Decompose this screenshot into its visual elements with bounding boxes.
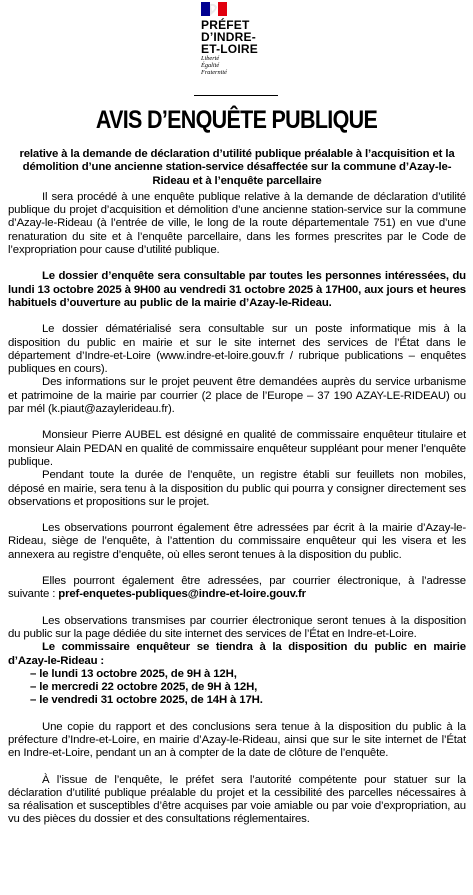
- motto-liberte: Liberté: [201, 55, 220, 62]
- logo-line-1: PRÉFET: [201, 18, 250, 32]
- paragraph-register: Pendant toute la durée de l’enquête, un registre établi sur feuillets non mobiles, déposé en mairie, sera tenu à la disposition du public qui pourra y consigner directement ses observations et propositions sur le projet.: [8, 469, 466, 508]
- paragraph-email-observations: Les observations transmises par courrier électronique seront tenues à la disposition du public sur la page dédiée du site internet des services de l’État en Indre-et-Loire.: [8, 614, 466, 640]
- paragraph-consultation-dates: Le dossier d’enquête sera consultable par toutes les personnes intéressées, du lundi 13 octobre 2025 à 9H00 au vendredi 31 octobre 2025 à 17H00, aux jours et heures habituels d’ouverture au public de la mairie d’Azay-le-Rideau.: [8, 270, 466, 309]
- logo-line-2: D’INDRE-: [201, 30, 256, 44]
- paragraph-digital-file: Le dossier dématérialisé sera consultable sur un poste informatique mis à la disposition du public en mairie et sur le site internet des services de l’État dans le département d’Indre-et-Loire (www.indre-et-loire.gouv.fr / rubrique publications – enquêtes publiques en cours).: [8, 323, 466, 376]
- notice-body: [8, 148, 466, 827]
- prefecture-logo: [196, 2, 280, 76]
- contact-email-link[interactable]: pref-enquetes-publiques@indre-et-loire.gouv.fr: [58, 588, 306, 601]
- marianne-flag-icon: [201, 2, 227, 16]
- notice-subtitle: relative à la demande de déclaration d’utilité publique préalable à l’acquisition et la démolition d’une ancienne station-service désaffectée sur la commune d’Azay-le-Rideau et à l’enquête parcellaire: [19, 148, 455, 187]
- motto-fraternite: Fraternité: [201, 69, 227, 76]
- list-item: – le vendredi 31 octobre 2025, de 14H à 17H.: [30, 694, 263, 707]
- paragraph-commissioner: Monsieur Pierre AUBEL est désigné en qualité de commissaire enquêteur titulaire et monsieur Alain PEDAN en qualité de commissaire enquêteur suppléant pour mener l’enquête publique.: [8, 429, 466, 468]
- paragraph-written-observations: Les observations pourront également être adressées par écrit à la mairie d’Azay-le-Rideau, siège de l’enquête, à l’attention du commissaire enquêteur qui les visera et les annexera au registre d’enquête, où elles seront tenues à la disposition du public.: [8, 522, 466, 561]
- list-item: – le mercredi 22 octobre 2025, de 9H à 12H,: [30, 681, 258, 694]
- permanences-list: [8, 668, 466, 708]
- email-intro: Elles pourront également être adressées, par courrier électronique, à l’adresse suivante :: [8, 575, 466, 601]
- paragraph-contact-info: Des informations sur le projet peuvent être demandées auprès du service urbanisme et patrimoine de la mairie par courrier (2 place de l’Europe – 37 190 AZAY-LE-RIDEAU) ou par mél (k.piaut@azaylerideau.fr).: [8, 376, 466, 416]
- logo-line-3: ET-LOIRE: [201, 42, 258, 56]
- list-item: – le lundi 13 octobre 2025, de 9H à 12H,: [30, 667, 237, 680]
- paragraph-email: [8, 575, 466, 602]
- paragraph-permanences-intro: Le commissaire enquêteur se tiendra à la disposition du public en mairie d’Azay-le-Rideau :: [8, 641, 466, 667]
- paragraph-report-copy: Une copie du rapport et des conclusions sera tenue à la disposition du public à la préfecture d’Indre-et-Loire, en mairie d’Azay-le-Rideau, ainsi que sur le site internet de l’État en Indre-et-Loire, pendant un an à compter de la date de clôture de l’enquête.: [8, 720, 466, 760]
- paragraph-intro: Il sera procédé à une enquête publique relative à la demande de déclaration d’utilité publique du projet d’acquisition et démolition d’une ancienne station-service sur la commune d’Azay-le-Rideau (à l’entrée de ville, le long de la route départementale 751) en vue d’une renaturation du site et à l’enquête parcellaire, dans les formes prescrites par le Code de l’expropriation pour cause d’utilité publique.: [8, 190, 466, 257]
- motto-egalite: Égalité: [201, 62, 220, 69]
- paragraph-decision: À l’issue de l’enquête, le préfet sera l’autorité compétente pour statuer sur la déclaration d’utilité publique préalable du projet et la cessibilité des parcelles nécessaires à sa réalisation et susceptibles d’être acquises par voie amiable ou par voie d’expropriation, au vu des pièces du dossier et des consultations réglementaires.: [8, 773, 466, 826]
- notice-title: AVIS D’ENQUÊTE PUBLIQUE: [95, 106, 378, 134]
- header-divider: [194, 95, 278, 96]
